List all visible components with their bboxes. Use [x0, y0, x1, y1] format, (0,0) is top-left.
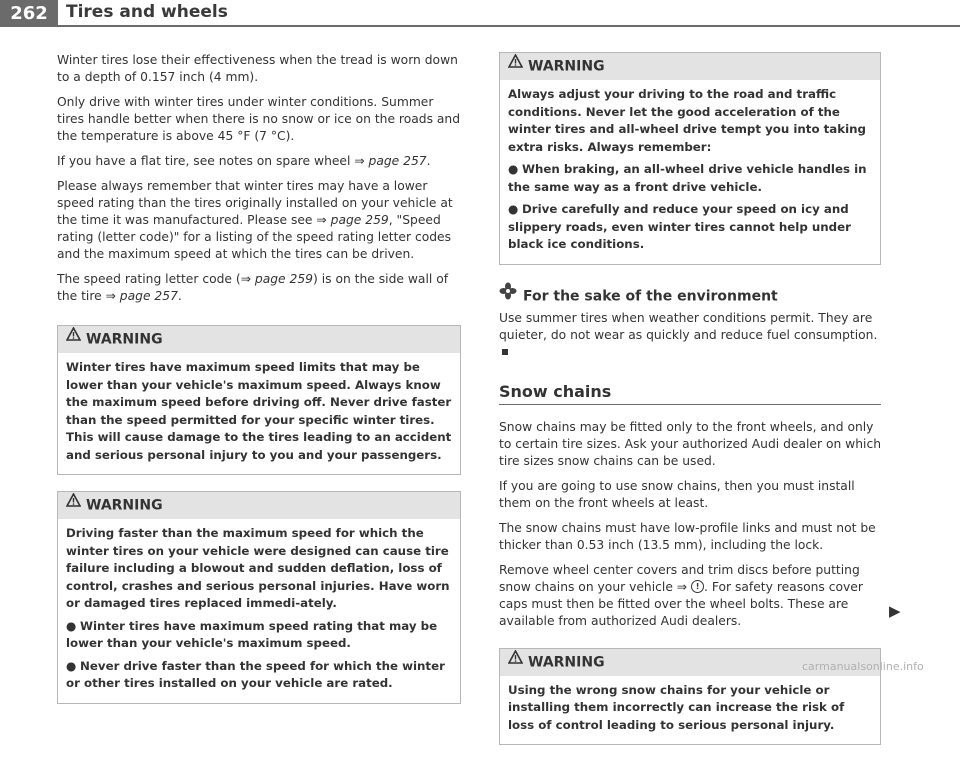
- bullet-icon: ●: [66, 658, 77, 673]
- list-item: [66, 658, 452, 693]
- warning-title: WARNING: [86, 331, 163, 348]
- list-item: [508, 161, 872, 196]
- paragraph: Winter tires lose their effectiveness when the tread is worn down to a depth of 0.157 inch (4 mm).: [57, 53, 458, 84]
- paragraph: [57, 153, 461, 170]
- warning-triangle-icon: [66, 324, 81, 351]
- text: , "Speed rating (letter code)" for a listing of the speed rating letter codes and the maximum speed at which the tires can be driven.: [57, 213, 452, 261]
- bullet-text: Winter tires have maximum speed rating that may be lower than your vehicle's maximum speed.: [66, 618, 438, 650]
- list-item: [508, 201, 872, 254]
- warning-box: [57, 325, 461, 475]
- paragraph: [57, 271, 461, 305]
- bullet-text: When braking, an all-wheel drive vehicle handles in the same way as a front drive vehicle.: [508, 162, 867, 194]
- page-reference-link[interactable]: ⇒ page 257: [105, 289, 178, 303]
- warning-header: [58, 492, 460, 519]
- warning-text: Always adjust your driving to the road and traffic conditions. Never let the good acceleration of the winter tires and all-wheel drive tempt you into taking extra risks. Always remember:: [508, 87, 866, 154]
- text: .: [177, 289, 182, 303]
- warning-title: WARNING: [86, 497, 163, 514]
- leaf-icon: [499, 282, 517, 305]
- text: If you have a flat tire, see notes on spare wheel: [57, 154, 355, 168]
- warning-body: [58, 519, 460, 703]
- warning-text: Using the wrong snow chains for your vehicle or installing them incorrectly can increase the risk of loss of control leading to serious personal injury.: [508, 682, 845, 732]
- warning-box: [57, 491, 461, 704]
- page-number: 262: [0, 0, 58, 27]
- bullet-text: Drive carefully and reduce your speed on icy and slippery roads, even winter tires cannot help under black ice conditions.: [508, 202, 851, 251]
- warning-bullet-list: [508, 161, 872, 254]
- warning-triangle-icon: [508, 51, 523, 78]
- caution-circle-icon: !: [691, 580, 704, 593]
- warning-header: [500, 53, 880, 80]
- page-header: [0, 0, 960, 30]
- right-column: [499, 52, 881, 761]
- text: .: [426, 154, 431, 168]
- section-heading: Snow chains: [499, 383, 881, 405]
- warning-triangle-icon: [508, 647, 523, 674]
- bullet-icon: ●: [508, 162, 519, 176]
- text: Use summer tires when weather conditions permit. They are quieter, do not wear as quickly and reduce fuel consumption.: [499, 310, 878, 342]
- caution-reference-link[interactable]: ⇒: [676, 579, 688, 594]
- text: Please always remember that winter tires may have a lower speed rating than the tires originally installed on your vehicle at the time it was manufactured. Please see: [57, 179, 453, 227]
- warning-bullet-list: [66, 618, 452, 693]
- warning-title: WARNING: [528, 58, 605, 75]
- watermark: carmanualsonline.info: [802, 660, 924, 673]
- text: . For safety reasons cover caps must then be fitted over the wheel bolts. These are available from authorized Audi dealers.: [499, 579, 863, 628]
- warning-body: [500, 676, 880, 745]
- header-rule: [58, 25, 960, 27]
- bullet-icon: ●: [66, 618, 77, 633]
- text: The speed rating letter code (: [57, 272, 241, 286]
- chapter-title: Tires and wheels: [66, 2, 228, 22]
- paragraph: [499, 310, 881, 361]
- warning-text: Driving faster than the maximum speed for which the winter tires on your vehicle were designed can cause tire failure including a blowout and sudden deflation, loss of control, crashes and serious personal injuries. Have worn or damaged tires replaced immedi-ately.: [66, 526, 450, 610]
- page-reference-link[interactable]: ⇒ page 259: [316, 213, 389, 227]
- paragraph: If you are going to use snow chains, then you must install them on the front wheels at least.: [499, 478, 855, 510]
- warning-text: Winter tires have maximum speed limits that may be lower than your vehicle's maximum speed. Always know the maximum speed before driving off. Never drive faster than the speed permitted for your specific winter tires. This will cause damage to the tires leading to an accident and serious personal injury to you and your passengers.: [66, 360, 452, 462]
- warning-triangle-icon: [66, 490, 81, 517]
- warning-header: [58, 326, 460, 353]
- paragraph: The snow chains must have low-profile links and must not be thicker than 0.53 inch (13.5 mm), including the lock.: [499, 520, 876, 552]
- page-reference-link[interactable]: ⇒ page 257: [354, 154, 427, 168]
- bullet-text: Never drive faster than the speed for which the winter or other tires installed on your vehicle are rated.: [66, 658, 445, 690]
- environment-heading: [499, 285, 881, 308]
- next-page-arrow-icon[interactable]: ▶: [889, 602, 901, 620]
- text: Remove wheel center covers and trim discs before putting snow chains on your vehicle: [499, 562, 860, 594]
- left-column: [57, 52, 461, 720]
- warning-body: [58, 353, 460, 474]
- list-item: [66, 618, 452, 653]
- page-reference-link[interactable]: ⇒ page 259: [240, 272, 314, 286]
- text: ) is on the side wall of the tire: [57, 272, 449, 303]
- paragraph: [499, 562, 881, 630]
- warning-box: [499, 52, 881, 265]
- warning-body: [500, 80, 880, 264]
- warning-title: WARNING: [528, 654, 605, 670]
- end-of-section-icon: [502, 349, 508, 355]
- environment-title: For the sake of the environment: [523, 288, 778, 304]
- bullet-icon: ●: [508, 202, 519, 216]
- paragraph: Snow chains may be fitted only to the front wheels, and only to certain tire sizes. Ask your authorized Audi dealer on which tire sizes snow chains can be used.: [499, 419, 881, 468]
- paragraph: [57, 178, 461, 263]
- paragraph: Only drive with winter tires under winter conditions. Summer tires handle better when there is no snow or ice on the roads and the temperature is above 45 °F (7 °C).: [57, 95, 461, 143]
